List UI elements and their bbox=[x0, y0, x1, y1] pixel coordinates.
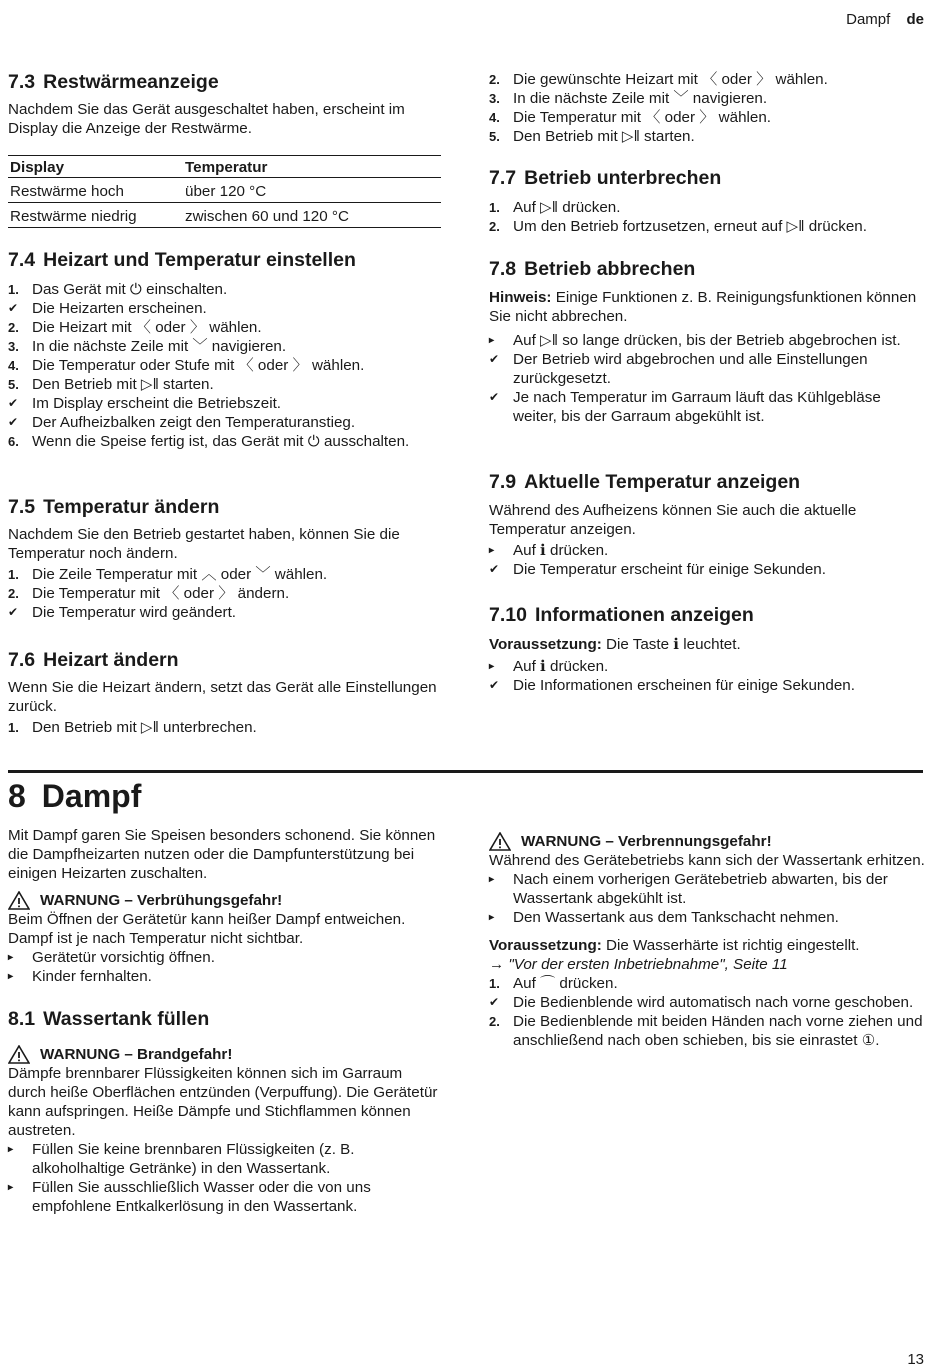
item-text: Füllen Sie keine brennbaren Flüssigkeiten (z. B. alkoholhaltige Getränke) in den Wassertank. bbox=[32, 1141, 355, 1177]
bullet-icon: ▸ bbox=[489, 335, 495, 346]
warning-text: Während des Gerätebetriebs kann sich der Wassertank erhitzen. bbox=[489, 852, 925, 869]
bullet-icon: ▸ bbox=[489, 912, 495, 923]
list-item bbox=[8, 1140, 443, 1178]
item-text: Der Betrieb wird abgebrochen und alle Einstellungen zurückgesetzt. bbox=[513, 351, 868, 387]
bullet-icon: ▸ bbox=[489, 661, 495, 672]
item-text: Gerätetür vorsichtig öffnen. bbox=[32, 949, 215, 966]
item-text: Auf ▷‖ drücken. bbox=[513, 199, 621, 216]
section-7-6 bbox=[8, 648, 443, 737]
item-text: Auf ▷‖ so lange drücken, bis der Betrieb abgebrochen ist. bbox=[513, 332, 901, 349]
list-item bbox=[489, 217, 925, 236]
list-item bbox=[8, 280, 443, 299]
warning-title: WARNUNG – Verbrennungsgefahr! bbox=[489, 832, 925, 851]
list-item bbox=[8, 967, 443, 986]
bullet-icon: ▸ bbox=[8, 971, 14, 982]
list-item bbox=[489, 974, 925, 993]
section-title: 8.1 Wassertank füllen bbox=[8, 1008, 210, 1030]
item-text: Die Temperatur mit 〈 oder 〉 wählen. bbox=[513, 109, 772, 126]
list-item bbox=[8, 718, 443, 737]
warning-icon bbox=[8, 1045, 30, 1064]
section-7-9 bbox=[489, 470, 925, 579]
section-title: 7.8 Betrieb abbrechen bbox=[489, 258, 696, 280]
step-number: 5. bbox=[489, 129, 500, 144]
cross-reference[interactable]: → "Vor der ersten Inbetriebnahme", Seite 11 bbox=[489, 956, 788, 973]
list-item bbox=[489, 908, 925, 927]
list-item bbox=[489, 560, 925, 579]
chapter-rule bbox=[8, 770, 923, 773]
item-text: Der Aufheizbalken zeigt den Temperaturanstieg. bbox=[32, 414, 356, 431]
section-intro: Wenn Sie die Heizart ändern, setzt das Gerät alle Einstellungen zurück. bbox=[8, 679, 437, 715]
section-7-10 bbox=[489, 603, 925, 695]
item-text: Die Heizarten erscheinen. bbox=[32, 300, 207, 317]
step-number: 2. bbox=[489, 1014, 500, 1029]
list-item bbox=[489, 870, 925, 908]
list-item bbox=[8, 375, 443, 394]
section-7-8 bbox=[489, 257, 925, 426]
header-section: Dampf bbox=[846, 11, 891, 28]
check-icon: ✔ bbox=[489, 995, 500, 1009]
chapter-intro: Mit Dampf garen Sie Speisen besonders schonend. Sie können die Dampfheizarten nutzen oder die Dampfunterstützung bei einigen Heizarten zuschalten. bbox=[8, 827, 436, 882]
warning-text: Beim Öffnen der Gerätetür kann heißer Dampf entweichen. Dampf ist je nach Temperatur nicht sichtbar. bbox=[8, 911, 406, 947]
list-item bbox=[489, 993, 925, 1012]
residual-heat-table bbox=[8, 155, 441, 228]
item-text: Auf ℹ drücken. bbox=[513, 658, 609, 675]
requirement: Voraussetzung: Die Wasserhärte ist richtig eingestellt. bbox=[489, 937, 860, 954]
section-title: 7.4 Heizart und Temperatur einstellen bbox=[8, 249, 356, 271]
table-row: Restwärme niedrig zwischen 60 und 120 °C bbox=[8, 203, 441, 228]
chapter-title: 8 Dampf bbox=[8, 778, 142, 814]
step-list bbox=[489, 331, 925, 426]
item-text: Die Temperatur wird geändert. bbox=[32, 604, 237, 621]
list-item bbox=[8, 948, 443, 967]
step-list bbox=[489, 198, 925, 236]
section-7-7 bbox=[489, 166, 925, 236]
check-icon: ✔ bbox=[8, 605, 19, 619]
item-text: Die Heizart mit 〈 oder 〉 wählen. bbox=[32, 319, 262, 336]
item-text: Die Temperatur erscheint für einige Sekunden. bbox=[513, 561, 826, 578]
bullet-icon: ▸ bbox=[489, 545, 495, 556]
check-icon: ✔ bbox=[489, 352, 500, 366]
step-list bbox=[489, 70, 925, 146]
table-row: Restwärme hoch über 120 °C bbox=[8, 178, 441, 203]
item-text: Um den Betrieb fortzusetzen, erneut auf ▷‖ drücken. bbox=[513, 218, 867, 235]
section-title: 7.9 Aktuelle Temperatur anzeigen bbox=[489, 471, 801, 493]
list-item bbox=[489, 541, 925, 560]
warning-icon bbox=[489, 832, 511, 851]
step-list bbox=[489, 541, 925, 579]
bullet-icon: ▸ bbox=[8, 1182, 14, 1193]
step-list bbox=[8, 565, 443, 622]
list-item bbox=[489, 657, 925, 676]
item-text: Die gewünschte Heizart mit 〈 oder 〉 wählen. bbox=[513, 71, 828, 88]
step-number: 4. bbox=[8, 358, 19, 373]
requirement: Voraussetzung: Die Taste ℹ leuchtet. bbox=[489, 636, 741, 653]
list-item bbox=[8, 565, 443, 584]
step-number: 4. bbox=[489, 110, 500, 125]
step-list bbox=[489, 657, 925, 695]
hint: Hinweis: Einige Funktionen z. B. Reinigungsfunktionen können Sie nicht abbrechen. bbox=[489, 289, 917, 325]
section-title: 7.10 Informationen anzeigen bbox=[489, 604, 754, 626]
page-number: 13 bbox=[907, 1351, 924, 1368]
header-language: de bbox=[906, 11, 924, 28]
step-number: 1. bbox=[489, 200, 500, 215]
section-title: 7.5 Temperatur ändern bbox=[8, 496, 220, 518]
section-7-5 bbox=[8, 495, 443, 622]
item-text: Die Temperatur oder Stufe mit 〈 oder 〉 wählen. bbox=[32, 357, 365, 374]
check-icon: ✔ bbox=[8, 301, 19, 315]
list-item bbox=[8, 356, 443, 375]
step-number: 2. bbox=[8, 320, 19, 335]
step-list bbox=[8, 718, 443, 737]
list-item bbox=[489, 89, 925, 108]
list-item bbox=[489, 676, 925, 695]
section-intro: Nachdem Sie das Gerät ausgeschaltet haben, erscheint im Display die Anzeige der Restwärme. bbox=[8, 101, 405, 137]
list-item bbox=[8, 394, 443, 413]
item-text: Die Temperatur mit 〈 oder 〉 ändern. bbox=[32, 585, 290, 602]
section-8-1-continued bbox=[489, 832, 925, 1050]
list-item bbox=[489, 108, 925, 127]
list-item bbox=[489, 70, 925, 89]
step-number: 6. bbox=[8, 434, 19, 449]
item-text: Den Betrieb mit ▷‖ starten. bbox=[32, 376, 214, 393]
warning-list bbox=[489, 870, 925, 927]
step-number: 5. bbox=[8, 377, 19, 392]
bullet-icon: ▸ bbox=[8, 952, 14, 963]
list-item bbox=[489, 127, 925, 146]
running-header bbox=[846, 10, 924, 29]
step-number: 1. bbox=[8, 567, 19, 582]
item-text: Im Display erscheint die Betriebszeit. bbox=[32, 395, 282, 412]
section-7-4 bbox=[8, 248, 443, 451]
check-icon: ✔ bbox=[8, 396, 19, 410]
warning-icon bbox=[8, 891, 30, 910]
section-intro: Während des Aufheizens können Sie auch die aktuelle Temperatur anzeigen. bbox=[489, 502, 857, 538]
check-icon: ✔ bbox=[489, 562, 500, 576]
list-item bbox=[8, 603, 443, 622]
list-item bbox=[8, 318, 443, 337]
list-item bbox=[489, 331, 925, 350]
item-text: Wenn die Speise fertig ist, das Gerät mit ⏻ ausschalten. bbox=[32, 433, 410, 450]
item-text: Nach einem vorherigen Gerätebetrieb abwarten, bis der Wassertank abgekühlt ist. bbox=[513, 871, 888, 907]
table-header-row: Display Temperatur bbox=[8, 156, 441, 178]
list-item bbox=[8, 432, 443, 451]
step-number: 1. bbox=[8, 282, 19, 297]
warning-text: Dämpfe brennbarer Flüssigkeiten können sich im Garraum durch heiße Oberflächen entzünden (Verpuffung). Die Gerätetür kann aufspringen. Heiße Dämpfe und Stichflammen können austreten. bbox=[8, 1065, 438, 1139]
section-title: 7.3 Restwärmeanzeige bbox=[8, 71, 219, 93]
item-text: Den Betrieb mit ▷‖ starten. bbox=[513, 128, 695, 145]
step-number: 1. bbox=[8, 720, 19, 735]
item-text: In die nächste Zeile mit ﹀ navigieren. bbox=[513, 90, 768, 107]
step-number: 2. bbox=[8, 586, 19, 601]
item-text: Den Betrieb mit ▷‖ unterbrechen. bbox=[32, 719, 257, 736]
item-text: Das Gerät mit ⏻ einschalten. bbox=[32, 281, 228, 298]
list-item bbox=[8, 1178, 443, 1216]
chapter-8-intro bbox=[8, 826, 443, 986]
step-number: 2. bbox=[489, 219, 500, 234]
item-text: Die Bedienblende wird automatisch nach vorne geschoben. bbox=[513, 994, 914, 1011]
check-icon: ✔ bbox=[489, 678, 500, 692]
item-text: Kinder fernhalten. bbox=[32, 968, 152, 985]
step-number: 2. bbox=[489, 72, 500, 87]
item-text: Je nach Temperatur im Garraum läuft das Kühlgebläse weiter, bis der Garraum abgekühlt ist. bbox=[513, 389, 881, 425]
list-item bbox=[489, 388, 925, 426]
warning-title: WARNUNG – Verbrühungsgefahr! bbox=[8, 891, 443, 910]
step-list bbox=[8, 280, 443, 451]
section-intro: Nachdem Sie den Betrieb gestartet haben, können Sie die Temperatur noch ändern. bbox=[8, 526, 400, 562]
list-item bbox=[8, 413, 443, 432]
item-text: Die Zeile Temperatur mit ︿ oder ﹀ wählen. bbox=[32, 566, 328, 583]
step-number: 3. bbox=[489, 91, 500, 106]
bullet-icon: ▸ bbox=[8, 1144, 14, 1155]
list-item bbox=[489, 198, 925, 217]
list-item bbox=[8, 299, 443, 318]
item-text: Auf ℹ drücken. bbox=[513, 542, 609, 559]
check-icon: ✔ bbox=[8, 415, 19, 429]
list-item bbox=[489, 1012, 925, 1050]
section-7-6-continued bbox=[489, 70, 925, 146]
item-text: Füllen Sie ausschließlich Wasser oder die von uns empfohlene Entkalkerlösung in den Wassertank. bbox=[32, 1179, 371, 1215]
step-number: 1. bbox=[489, 976, 500, 991]
step-list bbox=[489, 974, 925, 1050]
bullet-icon: ▸ bbox=[489, 874, 495, 885]
item-text: Auf ⌒ drücken. bbox=[513, 975, 618, 992]
check-icon: ✔ bbox=[489, 390, 500, 404]
step-number: 3. bbox=[8, 339, 19, 354]
item-text: Den Wassertank aus dem Tankschacht nehmen. bbox=[513, 909, 839, 926]
warning-list bbox=[8, 1140, 443, 1216]
item-text: Die Informationen erscheinen für einige Sekunden. bbox=[513, 677, 855, 694]
item-text: Die Bedienblende mit beiden Händen nach vorne ziehen und anschließend nach oben schieben, bis sie einrastet ①. bbox=[513, 1013, 923, 1049]
section-8-1 bbox=[8, 1007, 443, 1216]
section-title: 7.7 Betrieb unterbrechen bbox=[489, 167, 722, 189]
warning-list bbox=[8, 948, 443, 986]
item-text: In die nächste Zeile mit ﹀ navigieren. bbox=[32, 338, 287, 355]
list-item bbox=[489, 350, 925, 388]
list-item bbox=[8, 337, 443, 356]
list-item bbox=[8, 584, 443, 603]
section-7-3 bbox=[8, 70, 443, 228]
section-title: 7.6 Heizart ändern bbox=[8, 649, 179, 671]
warning-title: WARNUNG – Brandgefahr! bbox=[8, 1045, 443, 1064]
